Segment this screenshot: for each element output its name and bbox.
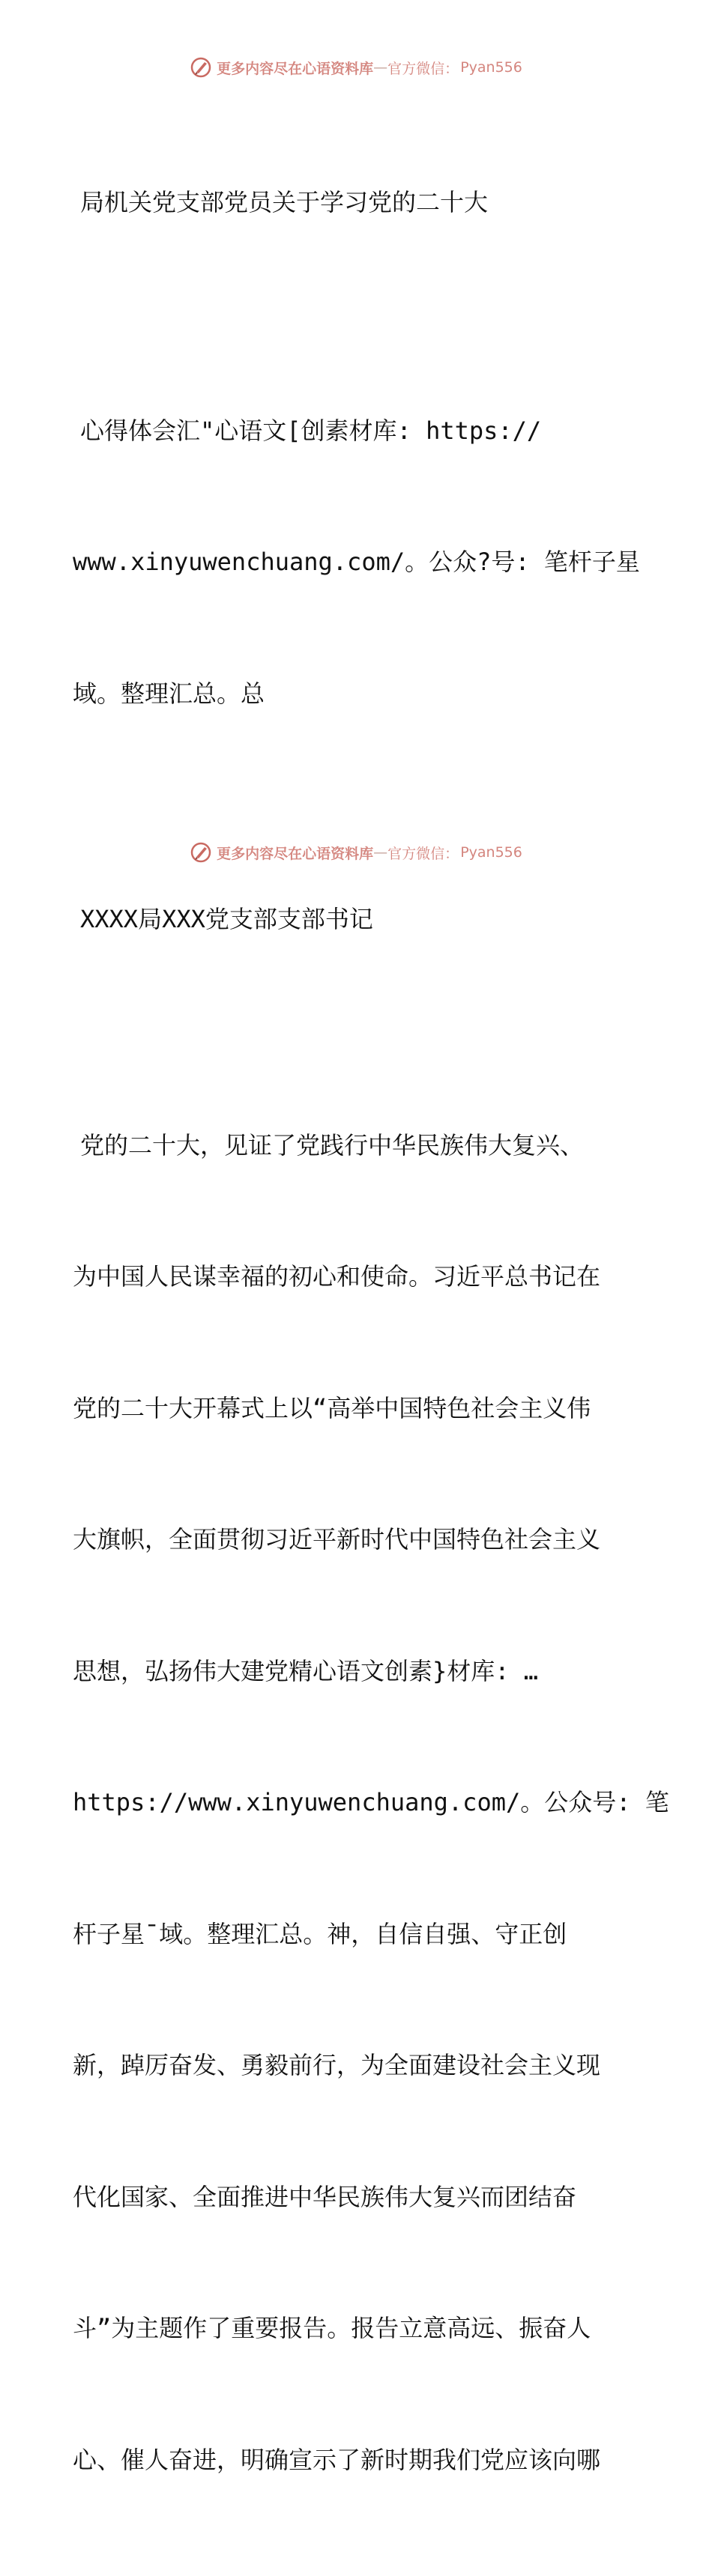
watermark-separator: — bbox=[373, 59, 388, 76]
title-line: 局机关党支部党员关于学习党的二十大 bbox=[80, 188, 489, 216]
watermark-separator: — bbox=[373, 844, 388, 861]
watermark-banner-bottom bbox=[0, 837, 712, 867]
watermark-wechat-id: Pyan556 bbox=[460, 59, 522, 76]
watermark-main-text: 更多内容尽在心语资料库 bbox=[217, 845, 374, 862]
paragraph-line: 思想，弘扬伟大建党精心语文创素}材库: … bbox=[73, 1656, 539, 1685]
watermark-wechat-id: Pyan556 bbox=[460, 844, 522, 861]
paragraph-line: 杆子星¯域。整理汇总。神，自信自强、守正创 bbox=[73, 1919, 567, 1948]
watermark-wechat-label: 官方微信： bbox=[387, 60, 459, 77]
watermark-wechat-label: 官方微信： bbox=[387, 845, 459, 862]
document-subtitle bbox=[73, 321, 642, 804]
watermark-banner-top bbox=[0, 52, 712, 82]
paragraph-line: 为中国人民谋幸福的初心和使命。习近平总书记在 bbox=[73, 1262, 601, 1291]
paragraph-line: 心、催人奋进，明确宣示了新时期我们党应该向哪 bbox=[73, 2445, 601, 2474]
paragraph-line: 党的二十大开幕式上以“高举中国特色社会主义伟 bbox=[73, 1393, 591, 1422]
paragraph-line: 党的二十大，见证了党践行中华民族伟大复兴、 bbox=[80, 1130, 585, 1160]
subtitle-line: 心得体会汇"心语文[创素材库: https:// bbox=[80, 416, 542, 445]
author-line: XXXX局XXX党支部支部书记 bbox=[80, 905, 373, 933]
subtitle-line: www.xinyuwenchuang.com/。公众?号: 笔杆子星 bbox=[73, 548, 640, 576]
watermark-main-text: 更多内容尽在心语资料库 bbox=[217, 60, 374, 77]
quill-pen-circle-icon bbox=[190, 56, 212, 79]
document-body bbox=[73, 93, 669, 2576]
paragraph-line: https://www.xinyuwenchuang.com/。公众号: 笔 bbox=[73, 1788, 669, 1816]
quill-pen-circle-icon bbox=[190, 841, 212, 864]
paragraph-line: 代化国家、全面推进中华民族伟大复兴而团结奋 bbox=[73, 2182, 577, 2211]
paragraph-line: 新，踔厉奋发、勇毅前行，为全面建设社会主义现 bbox=[73, 2051, 601, 2079]
subtitle-line: 域。整理汇总。总 bbox=[73, 679, 265, 708]
document-title bbox=[73, 93, 642, 312]
document-paragraph bbox=[73, 1036, 669, 2570]
paragraph-line: 斗”为主题作了重要报告。报告立意高远、振奋人 bbox=[73, 2314, 591, 2342]
paragraph-line: 大旗帜，全面贯彻习近平新时代中国特色社会主义 bbox=[73, 1525, 601, 1554]
